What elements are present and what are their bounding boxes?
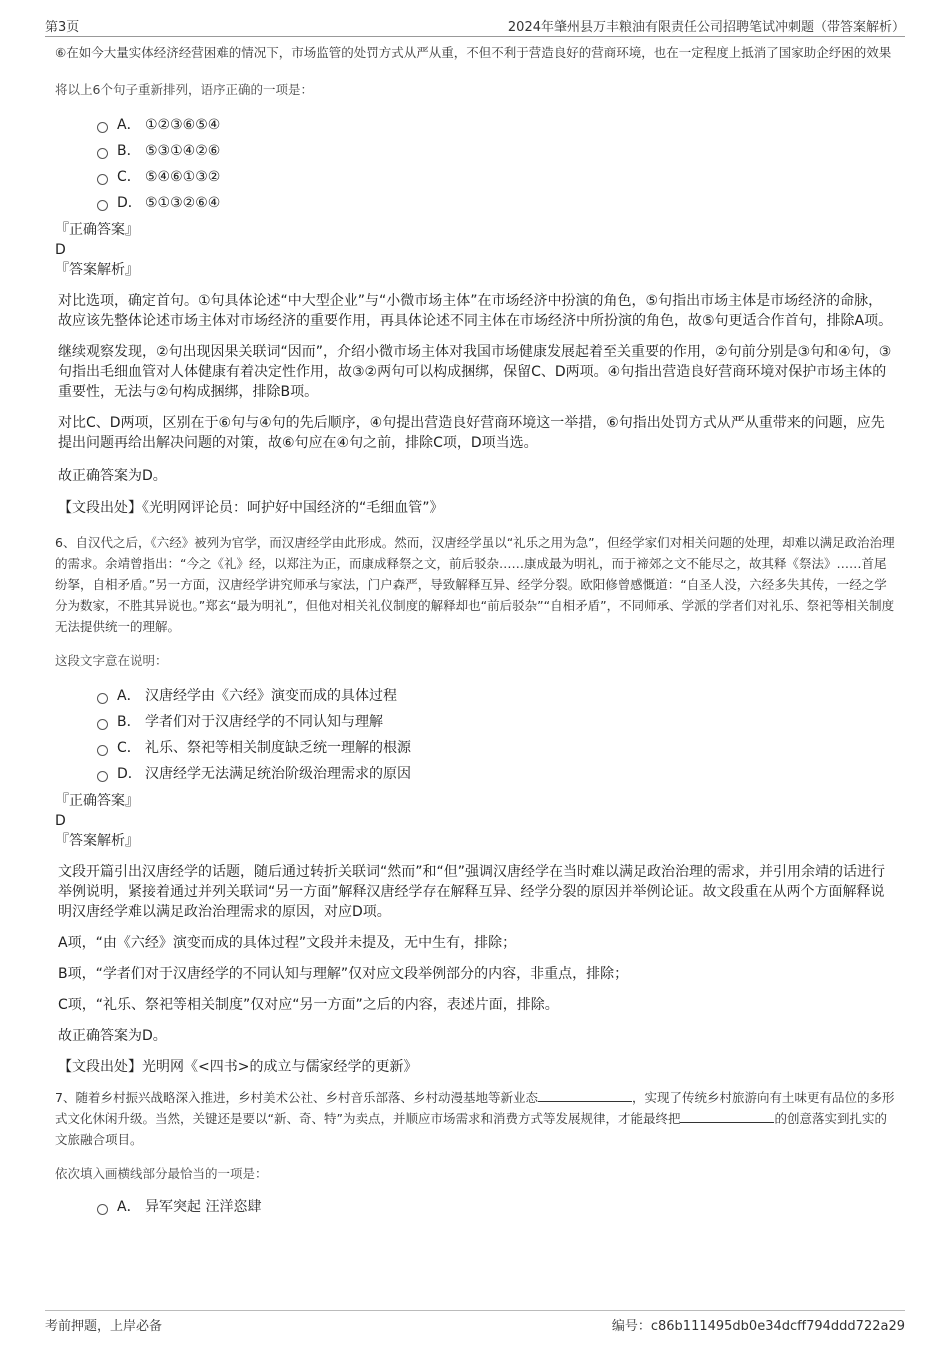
q5-option-a[interactable]: A． ①②③⑥⑤④: [97, 112, 895, 138]
page-footer: [45, 1310, 905, 1339]
q5-source: 【文段出处】《光明网评论员：呵护好中国经济的“毛细血管”》: [58, 500, 444, 516]
q7-option-a[interactable]: A． 异军突起 汪洋恣肆: [97, 1194, 895, 1220]
q5-option-b[interactable]: B． ⑤③①④②⑥: [97, 138, 895, 164]
page-number: 第3页: [45, 20, 80, 35]
footer-slogan: 考前押题，上岸必备: [45, 1319, 163, 1334]
q5-sentence-6: ⑥在如今大量实体经济经营困难的情况下，市场监管的处罚方式从严从重，不但不利于营造良好的营商环境，也在一定程度上抵消了国家助企纾困的效果: [55, 45, 892, 60]
radio-icon[interactable]: [97, 174, 108, 185]
radio-icon[interactable]: [97, 719, 108, 730]
q6-analysis-label: 『答案解析』: [55, 833, 139, 849]
radio-icon[interactable]: [97, 122, 108, 133]
q6-analysis-conclusion: 故正确答案为D。: [58, 1028, 167, 1044]
document-title: 2024年肇州县万丰粮油有限责任公司招聘笔试冲刺题（带答案解析）: [507, 20, 905, 35]
q6-option-c[interactable]: C． 礼乐、祭祀等相关制度缺乏统一理解的根源: [97, 735, 895, 761]
q6-option-d[interactable]: D． 汉唐经学无法满足统治阶级治理需求的原因: [97, 761, 895, 787]
radio-icon[interactable]: [97, 1204, 108, 1215]
main-content: [55, 42, 895, 1220]
q5-answer: D: [55, 242, 66, 258]
q6-options: [55, 683, 895, 787]
q7-prompt: 依次填入画横线部分最恰当的一项是：: [55, 1166, 268, 1181]
q6-source: 【文段出处】光明网《<四书>的成立与儒家经学的更新》: [58, 1059, 418, 1075]
question-7: [55, 1087, 895, 1220]
radio-icon[interactable]: [97, 693, 108, 704]
q6-analysis-para: C项，“礼乐、祭祀等相关制度”仅对应“另一方面”之后的内容，表述片面，排除。: [58, 997, 559, 1013]
q5-options: [55, 112, 895, 216]
q6-analysis-para: B项，“学者们对于汉唐经学的不同认知与理解”仅对应文段举例部分的内容，非重点，排除；: [58, 966, 629, 982]
radio-icon[interactable]: [97, 200, 108, 211]
q6-answer-label: 『正确答案』: [55, 793, 139, 809]
q7-options: [55, 1194, 895, 1220]
q6-analysis-para: A项，“由《六经》演变而成的具体过程”文段并未提及，无中生有，排除；: [58, 935, 517, 951]
question-5: [55, 42, 895, 518]
blank-line-1: [538, 1089, 632, 1102]
blank-line-2: [680, 1110, 774, 1123]
q5-analysis-label: 『答案解析』: [55, 262, 139, 278]
q5-analysis-para: 对比C、D两项，区别在于⑥句与④句的先后顺序，④句提出营造良好营商环境这一举措，⑥句指出处罚方式从严从重带来的问题，应先提出问题再给出解决问题的对策，故⑥句应在④句之前，排除C项，D项当选。: [58, 415, 885, 451]
q5-analysis-conclusion: 故正确答案为D。: [58, 468, 167, 484]
q6-answer: D: [55, 813, 66, 829]
q6-analysis-para: 文段开篇引出汉唐经学的话题，随后通过转折关联词“然而”和“但”强调汉唐经学在当时难以满足政治治理的需求，并引用余靖的话进行举例说明，紧接着通过并列关联词“另一方面”解释汉唐经学存在解释互异、经学分裂的原因并举例论证。故文段重在从两个方面解释说明汉唐经学难以满足政治治理需求的原因，对应D项。: [58, 864, 886, 920]
radio-icon[interactable]: [97, 745, 108, 756]
q6-option-a[interactable]: A． 汉唐经学由《六经》演变而成的具体过程: [97, 683, 895, 709]
document-code: 编号：c86b111495db0e34dcff794ddd722a29: [611, 1319, 905, 1334]
q5-prompt: 将以上6个句子重新排列，语序正确的一项是：: [55, 82, 313, 97]
radio-icon[interactable]: [97, 771, 108, 782]
q6-option-b[interactable]: B． 学者们对于汉唐经学的不同认知与理解: [97, 709, 895, 735]
page-header: [45, 10, 905, 37]
q6-text: 6、自汉代之后，《六经》被列为官学，而汉唐经学由此形成。然而，汉唐经学虽以“礼乐之用为急”，但经学家们对相关问题的处理，却难以满足政治治理的需求。余靖曾指出：“今之《礼》经，以郑注为正，而康成释祭之文，前后驳杂……康成最为明礼，而于禘郊之文不能尽之，故其释《祭法》……首尾纷拏，自相矛盾。”另一方面，汉唐经学讲究师承与家法，门户森严，导致解释互异、经学分裂。欧阳修曾感慨道：“自圣人没，六经多失其传，一经之学分为数家，不胜其异说也。”郑玄“最为明礼”，但他对相关礼仪制度的解释却也“前后驳杂”“自相矛盾”，不同师承、学派的学者们对礼乐、祭祀等相关制度无法提供统一的理解。: [55, 535, 895, 634]
q5-analysis-para: 对比选项，确定首句。①句具体论述“中大型企业”与“小微市场主体”在市场经济中扮演的角色，⑤句指出市场主体是市场经济的命脉，故应该先整体论述市场主体对市场经济的重要作用，再具体论述不同主体在市场经济中所扮演的角色，故⑤句更适合作首句，排除A项。: [58, 293, 893, 329]
question-6: [55, 532, 895, 1077]
q5-analysis-para: 继续观察发现，②句出现因果关联词“因而”，介绍小微市场主体对我国市场健康发展起着至关重要的作用，②句前分别是③句和④句，③句指出毛细血管对人体健康有着决定性作用，故③②两句可以构成捆绑，保留C、D两项。④句指出营造良好营商环境对保护市场主体的重要性，无法与②句构成捆绑，排除B项。: [58, 344, 892, 400]
q6-prompt: 这段文字意在说明：: [55, 653, 168, 668]
q5-option-d[interactable]: D． ⑤①③②⑥④: [97, 190, 895, 216]
q5-option-c[interactable]: C． ⑤④⑥①③②: [97, 164, 895, 190]
radio-icon[interactable]: [97, 148, 108, 159]
q5-answer-label: 『正确答案』: [55, 222, 139, 238]
q7-text: 7、随着乡村振兴战略深入推进，乡村美术公社、乡村音乐部落、乡村动漫基地等新业态 ，实现了传统乡村旅游向有土味更有品位的多形式文化休闲升级。当然，关键还是要以“新、奇、特”为卖点，并顺应市场需求和消费方式等发展规律，才能最终把 的创意落实到扎实的文旅融合项目。: [55, 1090, 895, 1147]
